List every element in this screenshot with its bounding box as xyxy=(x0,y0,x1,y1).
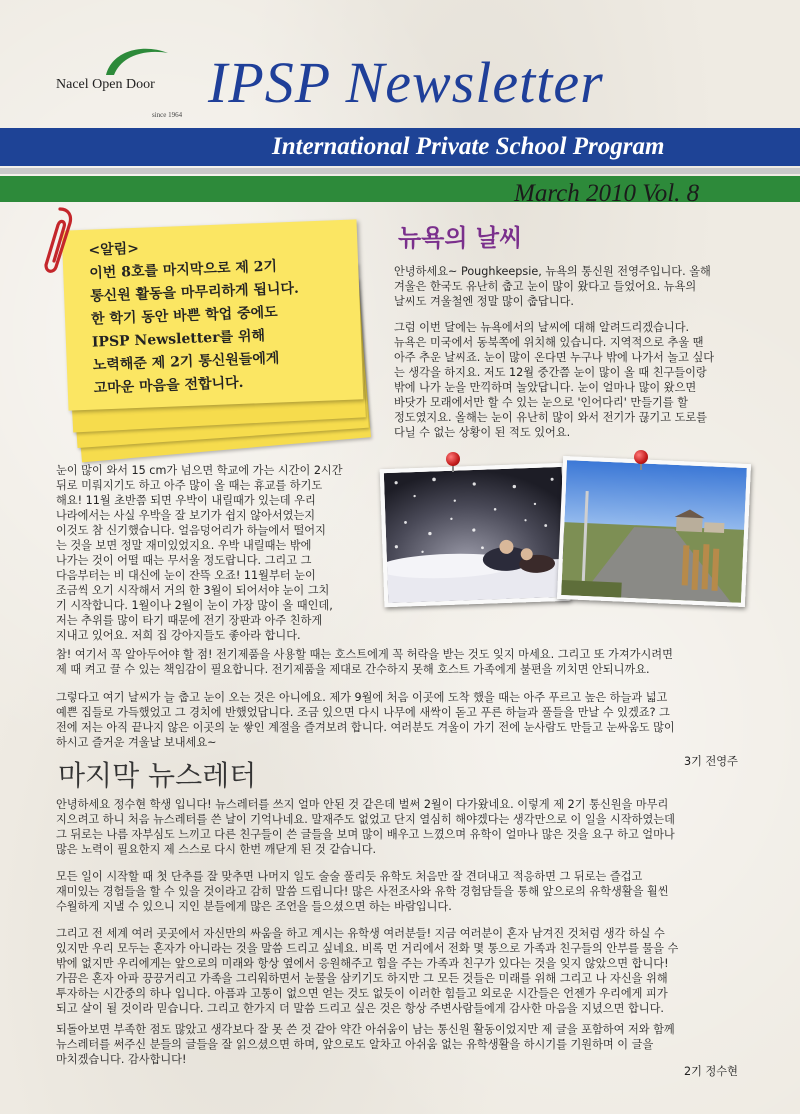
text-line: 기 시작합니다. 1월이나 2월이 눈이 가장 많이 올 때인데, xyxy=(56,599,333,612)
text-line: 밖에 없지만 우리에게는 앞으로의 미래와 항상 옆에서 응원해주고 힘을 주는 가족과 친구가 있다는 것을 잊지 않았으면 합니다! xyxy=(56,957,669,970)
text-line: 다닐 수 없는 상황이 된 적도 있어요. xyxy=(394,426,571,439)
last-letter-paragraph-4 xyxy=(56,1022,746,1067)
text-line: 제 때 켜고 끌 수 있는 책임감이 필요합니다. 전기제품을 제대로 간수하지 못해 호스트 가족에게 불편을 끼치면 안되니까요. xyxy=(56,663,650,676)
text-line: 재미있는 경험들을 할 수 있을 것이라고 감히 말씀 드립니다! 많은 사전조사와 유학 경험담들을 통해 앞으로의 유학생활을 훨씬 xyxy=(56,885,669,898)
weather-paragraph-2 xyxy=(394,320,744,440)
text-line: 그렇다고 여기 날씨가 늘 춥고 눈이 오는 것은 아니에요. 제가 9월에 처음 이곳에 도착 했을 때는 아주 푸르고 높은 하늘과 넓고 xyxy=(56,691,668,704)
text-line: 는 것을 보면 정말 재미있었지요. 우박 내릴때는 밖에 xyxy=(56,539,312,552)
last-letter-signature: 2기 정수현 xyxy=(684,1065,738,1078)
text-line: 되돌아보면 부족한 점도 많았고 생각보다 잘 못 쓴 것 같아 약간 아쉬움이 남는 통신원 활동이었지만 제 글을 포함하여 저와 함께 xyxy=(56,1023,675,1036)
text-line: 조금씩 오기 시작해서 거의 한 3월이 되어서야 눈이 그치 xyxy=(56,584,330,597)
red-pushpin-icon xyxy=(446,452,460,466)
nacel-logo xyxy=(52,45,192,125)
weather-paragraph-5 xyxy=(56,690,746,750)
divider xyxy=(0,168,800,174)
weather-heading: 뉴욕의 날씨 xyxy=(398,224,523,252)
text-line: 정도였지요. 올해는 눈이 유난히 많이 와서 전기가 끊기고 도로를 xyxy=(394,411,707,424)
text-line: 그리고 전 세계 여러 곳곳에서 자신만의 싸움을 하고 계시는 유학생 여러분들! 지금 여러분이 혼자 남겨진 것처럼 생각 하실 수 xyxy=(56,927,665,940)
text-line: 수월하게 지낼 수 있으니 지인 분들에게 많은 조언을 들으셨으면 하는 바람입니다. xyxy=(56,900,452,913)
text-line: 는 생각을 하지요. 저도 12월 중간쯤 눈이 많이 올 때 친구들이랑 xyxy=(394,366,707,379)
weather-paragraph-1 xyxy=(394,264,744,309)
text-line: 이것도 참 신기했습니다. 얼음덩어리가 하늘에서 떨어지 xyxy=(56,524,326,537)
text-line: 그 뒤로는 나름 자부심도 느끼고 다른 친구들이 쓴 글들을 보며 많이 배우고 느꼈으며 유학이 얼마나 많은 것을 요구 하고 얼마나 xyxy=(56,828,675,841)
last-letter-paragraph-3 xyxy=(56,926,746,1016)
notice-line: 노력해준 제 2기 통신원들에게 xyxy=(92,350,280,374)
text-line: 겨울은 한국도 유난히 춥고 눈이 많이 왔다고 들었어요. 뉴욕의 xyxy=(394,280,697,293)
text-line: 눈이 많이 와서 15 cm가 넘으면 학교에 가는 시간이 2시간 xyxy=(56,464,343,477)
text-line: 참! 여기서 꼭 알아두어야 할 점! 전기제품을 사용할 때는 호스트에게 꼭 허락을 받는 것도 잊지 마세요. 그리고 또 가져가시려면 xyxy=(56,648,673,661)
street-day-photo xyxy=(557,456,751,607)
notice-sticky-note xyxy=(62,219,364,410)
text-line: 저는 추위를 많이 타기 때문에 전기 장판과 아주 친하게 xyxy=(56,614,323,627)
text-line: 안녕하세요~ Poughkeepsie, 뉴욕의 통신원 전영주입니다. 올해 xyxy=(394,265,711,278)
notice-line: 한 학기 동안 바쁜 학업 중에도 xyxy=(90,304,278,328)
notice-line: IPSP Newsletter를 위해 xyxy=(91,328,266,351)
notice-line: 통신원 활동을 마무리하게 됩니다. xyxy=(89,280,300,305)
text-line: 해요! 11월 초반쯤 되면 우박이 내릴때가 있는데 우리 xyxy=(56,494,316,507)
snow-night-image xyxy=(384,467,566,603)
last-letter-paragraph-1 xyxy=(56,797,746,857)
text-line: 많은 노력이 필요한지 제 스스로 다시 한번 깨닫게 된 것 같습니다. xyxy=(56,843,377,856)
text-line: 그럼 이번 달에는 뉴욕에서의 날씨에 대해 알려드리겠습니다. xyxy=(394,321,690,334)
text-line: 바닷가 모래에서만 할 수 있는 눈으로 '인어다리' 만들기를 할 xyxy=(394,396,688,409)
logo-swoosh-icon xyxy=(102,45,172,79)
text-line: 되고 살이 될 것이라 믿습니다. 그리고 한가지 더 말씀 드리고 싶은 것은 항상 주변사람들에게 감사한 마음을 지녔으면 합니다. xyxy=(56,1002,664,1015)
text-line: 지으려고 하니 처음 뉴스레터를 쓴 날이 기억나네요. 말재주도 없었고 단지 열심히 해야겠다는 생각만으로 이 일을 시작하였는데 xyxy=(56,813,675,826)
weather-paragraph-4 xyxy=(56,647,746,677)
text-line: 다음부터는 비 대신에 눈이 잔뜩 오죠! 11월부터 눈이 xyxy=(56,569,316,582)
notice-text xyxy=(88,229,364,400)
text-line: 나가는 것이 어떨 때는 무서울 정도랍니다. 그리고 그 xyxy=(56,554,312,567)
issue-label: March 2010 Vol. 8 xyxy=(514,180,700,207)
text-line: 밖에 나가 눈을 만끽하며 놀았답니다. 눈이 얼마나 많이 왔으면 xyxy=(394,381,697,394)
last-letter-heading: 마지막 뉴스레터 xyxy=(58,759,257,792)
snow-night-photo xyxy=(380,463,571,607)
text-line: 있지만 우리 모두는 혼자가 아니라는 것을 말씀 드리고 싶네요. 비록 먼 거리에서 전화 몇 통으로 가족과 친구들의 안부를 물을 수 xyxy=(56,942,679,955)
text-line: 투자하는 시간중의 하나 입니다. 아픔과 고통이 없으면 얻는 것도 없듯이 이러한 힘들고 외로운 시간들은 언젠가 우리에게 피가 xyxy=(56,987,668,1000)
text-line: 날씨도 겨울철엔 정말 많이 춥답니다. xyxy=(394,295,574,308)
notice-line: <알림> xyxy=(88,240,140,259)
text-line: 지내고 있어요. 저희 집 강아지들도 좋아라 합니다. xyxy=(56,629,301,642)
weather-signature: 3기 전영주 xyxy=(684,755,738,768)
text-line: 예쁜 집들로 가득했었고 그 경치에 반했었답니다. 조금 있으면 다시 나무에 새싹이 돋고 푸른 하늘과 풀들을 만날 수 있겠죠? 그 xyxy=(56,706,670,719)
weather-paragraph-3 xyxy=(56,463,368,643)
text-line: 뒤로 미뤄지기도 하고 아주 많이 올 때는 휴교를 하기도 xyxy=(56,479,323,492)
text-line: 뉴스레터를 써주신 분들의 글들을 잘 읽으셨으면 하며, 앞으로도 알차고 아쉬움 없는 유학생활을 하시기를 기원하며 이 글을 xyxy=(56,1038,654,1051)
text-line: 가끔은 혼자 아파 끙끙거리고 가족을 그리워하면서 눈물을 삼키기도 하지만 그 모든 것들은 미래를 위해 그리고 나 자신을 위해 xyxy=(56,972,668,985)
logo-since: since 1964 xyxy=(152,111,183,119)
paperclip-icon xyxy=(38,205,78,277)
newsletter-title: IPSP Newsletter xyxy=(208,50,604,115)
text-line: 하시고 즐거운 겨울날 보내세요~ xyxy=(56,736,217,749)
red-pushpin-icon xyxy=(634,450,648,464)
text-line: 안녕하세요 정수현 학생 입니다! 뉴스레터를 쓰지 얼마 안된 것 같은데 벌써 2월이 다가왔네요. 이렇게 제 2기 통신원을 마무리 xyxy=(56,798,669,811)
logo-text: Nacel Open Door xyxy=(56,77,155,92)
text-line: 나라에서는 사실 우박을 잘 보기가 쉽지 않아서였는지 xyxy=(56,509,316,522)
text-line: 모든 일이 시작할 때 첫 단추를 잘 맞추면 나머지 일도 술술 풀리듯 유학도 처음만 잘 견뎌내고 적응하면 그 뒤로는 즐겁고 xyxy=(56,870,643,883)
newsletter-subtitle: International Private School Program xyxy=(272,133,665,160)
notice-line: 고마운 마음을 전합니다. xyxy=(93,374,244,397)
notice-line: 이번 8호를 마지막으로 제 2기 xyxy=(89,258,278,282)
text-line: 아주 추운 날씨죠. 눈이 많이 온다면 누구나 밖에 나가서 놀고 싶다 xyxy=(394,351,715,364)
street-day-image xyxy=(561,460,747,603)
text-line: 뉴욕은 미국에서 동북쪽에 위치해 있습니다. 지역적으로 추울 땐 xyxy=(394,336,704,349)
last-letter-paragraph-2 xyxy=(56,869,746,914)
text-line: 마치겠습니다. 감사합니다! xyxy=(56,1053,187,1066)
text-line: 전에 저는 아직 끝나지 않은 이곳의 눈 쌓인 계절을 즐겨보려 합니다. 여러분도 겨울이 가기 전에 눈사람도 만들고 눈싸움도 많이 xyxy=(56,721,675,734)
